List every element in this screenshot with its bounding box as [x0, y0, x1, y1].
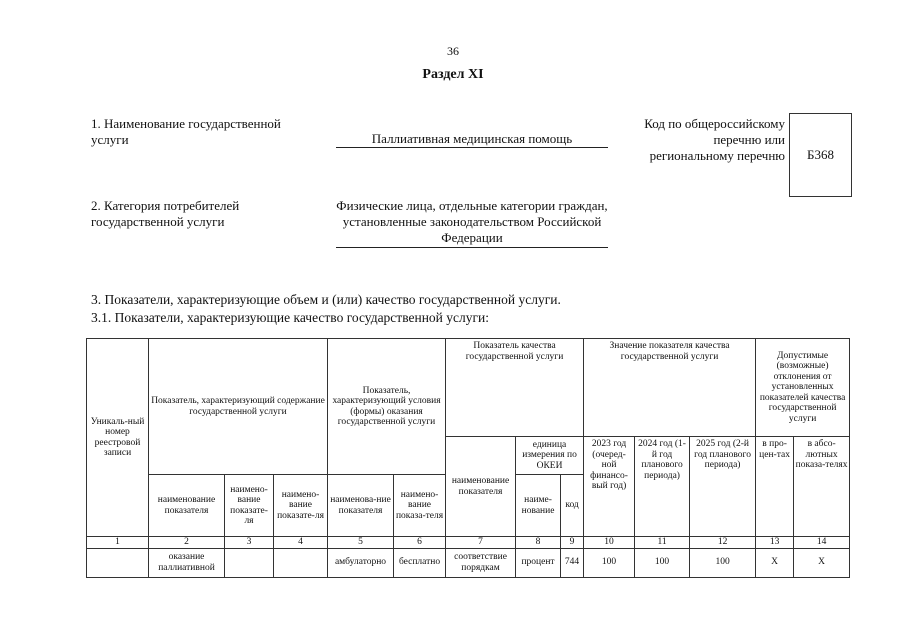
header-content-name-2: наимено-вание показате-ля — [225, 475, 274, 537]
cell-registry-number — [87, 548, 149, 577]
column-number: 5 — [328, 537, 394, 549]
cell-value-2023: 100 — [584, 548, 635, 577]
cell-value-2024: 100 — [635, 548, 690, 577]
column-number: 8 — [516, 537, 561, 549]
column-number: 3 — [225, 537, 274, 549]
header-value-group: Значение показателя качества государственной услуги — [584, 339, 756, 437]
column-number: 10 — [584, 537, 635, 549]
quality-indicators-table — [86, 338, 850, 578]
header-unit-name: наиме-нование — [516, 475, 561, 537]
header-unit-okei: единица измерения по ОКЕИ — [516, 437, 584, 475]
header-deviation-absolute: в абсо-лютных показа-телях — [794, 437, 850, 537]
header-year-2023: 2023 год (очеред-ной финансо-вый год) — [584, 437, 635, 537]
service-name-value: Паллиативная медицинская помощь — [336, 131, 608, 148]
header-condition-name-1: наименова-ние показателя — [328, 475, 394, 537]
header-year-2024: 2024 год (1-й год планового периода) — [635, 437, 690, 537]
cell-deviation-percent: Х — [756, 548, 794, 577]
header-condition-name-2: наимено-вание показа-теля — [394, 475, 446, 537]
table-row — [87, 548, 850, 577]
header-unique-number: Уникаль-ный номер реестровой записи — [87, 339, 149, 537]
header-indicator-name: наименование показателя — [446, 437, 516, 537]
column-number: 1 — [87, 537, 149, 549]
cell-quality-indicator: соответствие порядкам — [446, 548, 516, 577]
heading-3-1: 3.1. Показатели, характеризующие качество государственной услуги: — [91, 310, 490, 325]
header-content-name-1: наименование показателя — [149, 475, 225, 537]
header-year-2025: 2025 год (2-й год планового периода) — [690, 437, 756, 537]
column-number: 2 — [149, 537, 225, 549]
cell-content-3 — [274, 548, 328, 577]
header-conditions-group: Показатель, характеризующий условия (формы) оказания государственной услуги — [328, 339, 446, 475]
column-number: 7 — [446, 537, 516, 549]
header-content-group: Показатель, характеризующий содержание государственной услуги — [149, 339, 328, 475]
cell-unit-name: процент — [516, 548, 561, 577]
heading-3: 3. Показатели, характеризующие объем и (или) качество государственной услуги. — [91, 292, 561, 307]
header-deviation-group: Допустимые (возможные) отклонения от установленных показателей качества государственной услуги — [756, 339, 850, 437]
column-number: 13 — [756, 537, 794, 549]
consumer-category-value: Физические лица, отдельные категории граждан, установленные законодательством Российской Федерации — [336, 198, 608, 248]
cell-content-1: оказание паллиативной — [149, 548, 225, 577]
column-number: 12 — [690, 537, 756, 549]
header-quality-group: Показатель качества государственной услуги — [446, 339, 584, 437]
consumer-category-label: 2. Категория потребителей государственной услуги — [91, 198, 240, 229]
column-number: 9 — [561, 537, 584, 549]
cell-deviation-absolute: Х — [794, 548, 850, 577]
cell-value-2025: 100 — [690, 548, 756, 577]
header-content-name-3: наимено-вание показате-ля — [274, 475, 328, 537]
column-number: 11 — [635, 537, 690, 549]
column-numbers-row — [87, 537, 850, 549]
header-deviation-percent: в про-цен-тах — [756, 437, 794, 537]
column-number: 4 — [274, 537, 328, 549]
cell-condition-2: бесплатно — [394, 548, 446, 577]
column-number: 6 — [394, 537, 446, 549]
column-number: 14 — [794, 537, 850, 549]
cell-condition-1: амбулаторно — [328, 548, 394, 577]
header-unit-code: код — [561, 475, 584, 537]
service-name-label: 1. Наименование государственной услуги — [91, 116, 281, 147]
code-label: Код по общероссийскому перечню или региональному перечню — [644, 116, 785, 163]
cell-content-2 — [225, 548, 274, 577]
cell-unit-code: 744 — [561, 548, 584, 577]
code-box: Б368 — [789, 113, 852, 197]
section-title: Раздел XI — [422, 67, 484, 82]
page-number: 36 — [447, 44, 459, 58]
